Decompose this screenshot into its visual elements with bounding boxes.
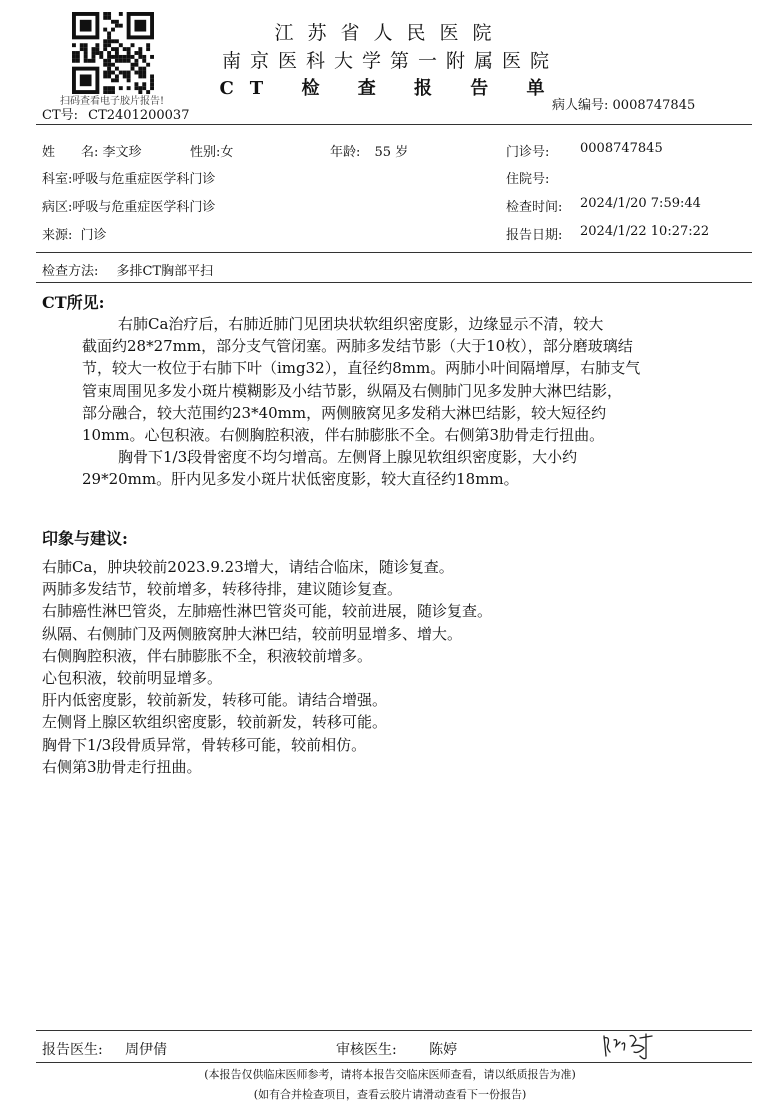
- hospital-name-secondary: 南京医科大学第一附属医院: [221, 50, 558, 72]
- patient-name-value: 李文珍: [102, 145, 142, 160]
- impression-item: 心包积液，较前明显增多。: [42, 669, 223, 688]
- findings-heading: CT所见:: [42, 293, 105, 312]
- impression-item: 左侧肾上腺区软组织密度影，较前新发，转移可能。: [42, 713, 388, 732]
- exam-method-value: 多排CT胸部平扫: [116, 264, 214, 279]
- outpatient-no-value: 0008747845: [580, 141, 663, 156]
- review-doctor: [336, 1039, 457, 1059]
- patient-age: [330, 141, 408, 160]
- impression-item: 右侧胸腔积液，伴右肺膨胀不全，积液较前增多。: [42, 646, 373, 665]
- findings-line: 29*20mm。肝内见多发小斑片状低密度影，较大直径约18mm。: [82, 470, 519, 489]
- impression-item: 右肺癌性淋巴管炎，左肺癌性淋巴管炎可能，较前进展，随诊复查。: [42, 602, 493, 621]
- patient-age-value: 55 岁: [374, 145, 409, 160]
- outpatient-no-label: 门诊号:: [506, 145, 550, 160]
- exam-method-label: 检查方法:: [42, 264, 99, 279]
- ward: [42, 196, 215, 215]
- footer-note: (如有合并检查项目，查看云胶片请滑动查看下一份报告): [253, 1088, 527, 1101]
- report-doctor-label: 报告医生:: [42, 1042, 103, 1058]
- divider-method: [36, 282, 752, 283]
- findings-line: 右肺Ca治疗后，右肺近肺门见团块状软组织密度影，边缘显示不清，较大: [118, 315, 604, 333]
- patient-name-label: 姓 名:: [42, 145, 99, 160]
- qr-caption: 扫码查看电子胶片报告!: [60, 96, 165, 107]
- exam-time-label: 检查时间:: [506, 200, 563, 215]
- divider-footer: [36, 1062, 752, 1063]
- impression-item: 右侧第3肋骨走行扭曲。: [42, 757, 202, 776]
- patient-id: [552, 94, 695, 113]
- patient-id-label: 病人编号:: [552, 98, 609, 113]
- impression-item: 胸骨下1/3段骨质异常，骨转移可能，较前相仿。: [42, 735, 367, 754]
- report-title: CT 检 查 报 告 单: [219, 78, 561, 99]
- department-value: 呼吸与危重症医学科门诊: [72, 172, 216, 187]
- findings-line: 管束周围见多发小斑片模糊影及小结节影，纵隔及右侧肺门见多发肿大淋巴结影，: [82, 381, 623, 400]
- findings-line: 10mm。心包积液。右侧胸腔积液，伴右肺膨胀不全。右侧第3肋骨走行扭曲。: [82, 426, 605, 445]
- handwritten-signature: [600, 1030, 660, 1062]
- exam-time-value: 2024/1/20 7:59:44: [580, 196, 701, 211]
- ward-label: 病区:: [42, 200, 73, 215]
- findings-line: 截面约28*27mm，部分支气管闭塞。两肺多发结节影（大于10枚），部分磨玻璃结: [82, 337, 633, 356]
- report-date-label: 报告日期:: [506, 228, 563, 243]
- inpatient-no-label: 住院号:: [506, 172, 550, 187]
- department: [42, 168, 215, 187]
- ct-number-label: CT号:: [42, 108, 78, 123]
- report-doctor-value: 周伊倩: [125, 1042, 168, 1058]
- impression-list: [42, 556, 492, 778]
- impression-item: 纵隔、右侧肺门及两侧腋窝肿大淋巴结，较前明显增多、增大。: [42, 624, 463, 643]
- findings-text: [42, 313, 742, 491]
- divider-top: [36, 124, 752, 125]
- impression-item: 右肺Ca，肿块较前2023.9.23增大，请结合临床，随诊复查。: [42, 558, 454, 576]
- patient-age-label: 年龄:: [330, 145, 361, 160]
- exam-method: [42, 260, 213, 279]
- findings-line: 胸骨下1/3段骨密度不均匀增高。左侧肾上腺见软组织密度影，大小约: [118, 448, 578, 467]
- department-label: 科室:: [42, 172, 73, 187]
- impression-heading: 印象与建议:: [42, 529, 128, 548]
- impression-item: 肝内低密度影，较前新发，转移可能。请结合增强。: [42, 691, 388, 710]
- hospital-name-primary: 江苏省人民医院: [274, 22, 506, 44]
- patient-id-value: 0008747845: [612, 98, 696, 113]
- ct-number-value: CT2401200037: [88, 108, 190, 123]
- impression-item: 两肺多发结节，较前增多，转移待排，建议随诊复查。: [42, 580, 403, 599]
- findings-line: 部分融合，较大范围约23*40mm，两侧腋窝见多发稍大淋巴结影，较大短径约: [82, 403, 607, 422]
- source: [42, 224, 107, 243]
- review-doctor-value: 陈婷: [429, 1042, 458, 1058]
- patient-gender: [190, 141, 233, 160]
- report-doctor: [42, 1039, 167, 1059]
- patient-name: [42, 141, 142, 160]
- ct-number: [42, 104, 189, 123]
- footer-disclaimer: (本报告仅供临床医师参考，请将本报告交临床医师查看，请以纸质报告为准): [204, 1068, 576, 1081]
- source-value: 门诊: [80, 228, 107, 243]
- patient-gender-value: 女: [220, 145, 234, 160]
- ward-value: 呼吸与危重症医学科门诊: [72, 200, 216, 215]
- patient-gender-label: 性别:: [190, 145, 221, 160]
- source-label: 来源:: [42, 228, 73, 243]
- findings-line: 节，较大一枚位于右肺下叶（img32），直径约8mm。两肺小叶间隔增厚，右肺支气: [82, 359, 641, 378]
- report-date-value: 2024/1/22 10:27:22: [580, 224, 710, 239]
- divider-info: [36, 252, 752, 253]
- review-doctor-label: 审核医生:: [336, 1042, 397, 1058]
